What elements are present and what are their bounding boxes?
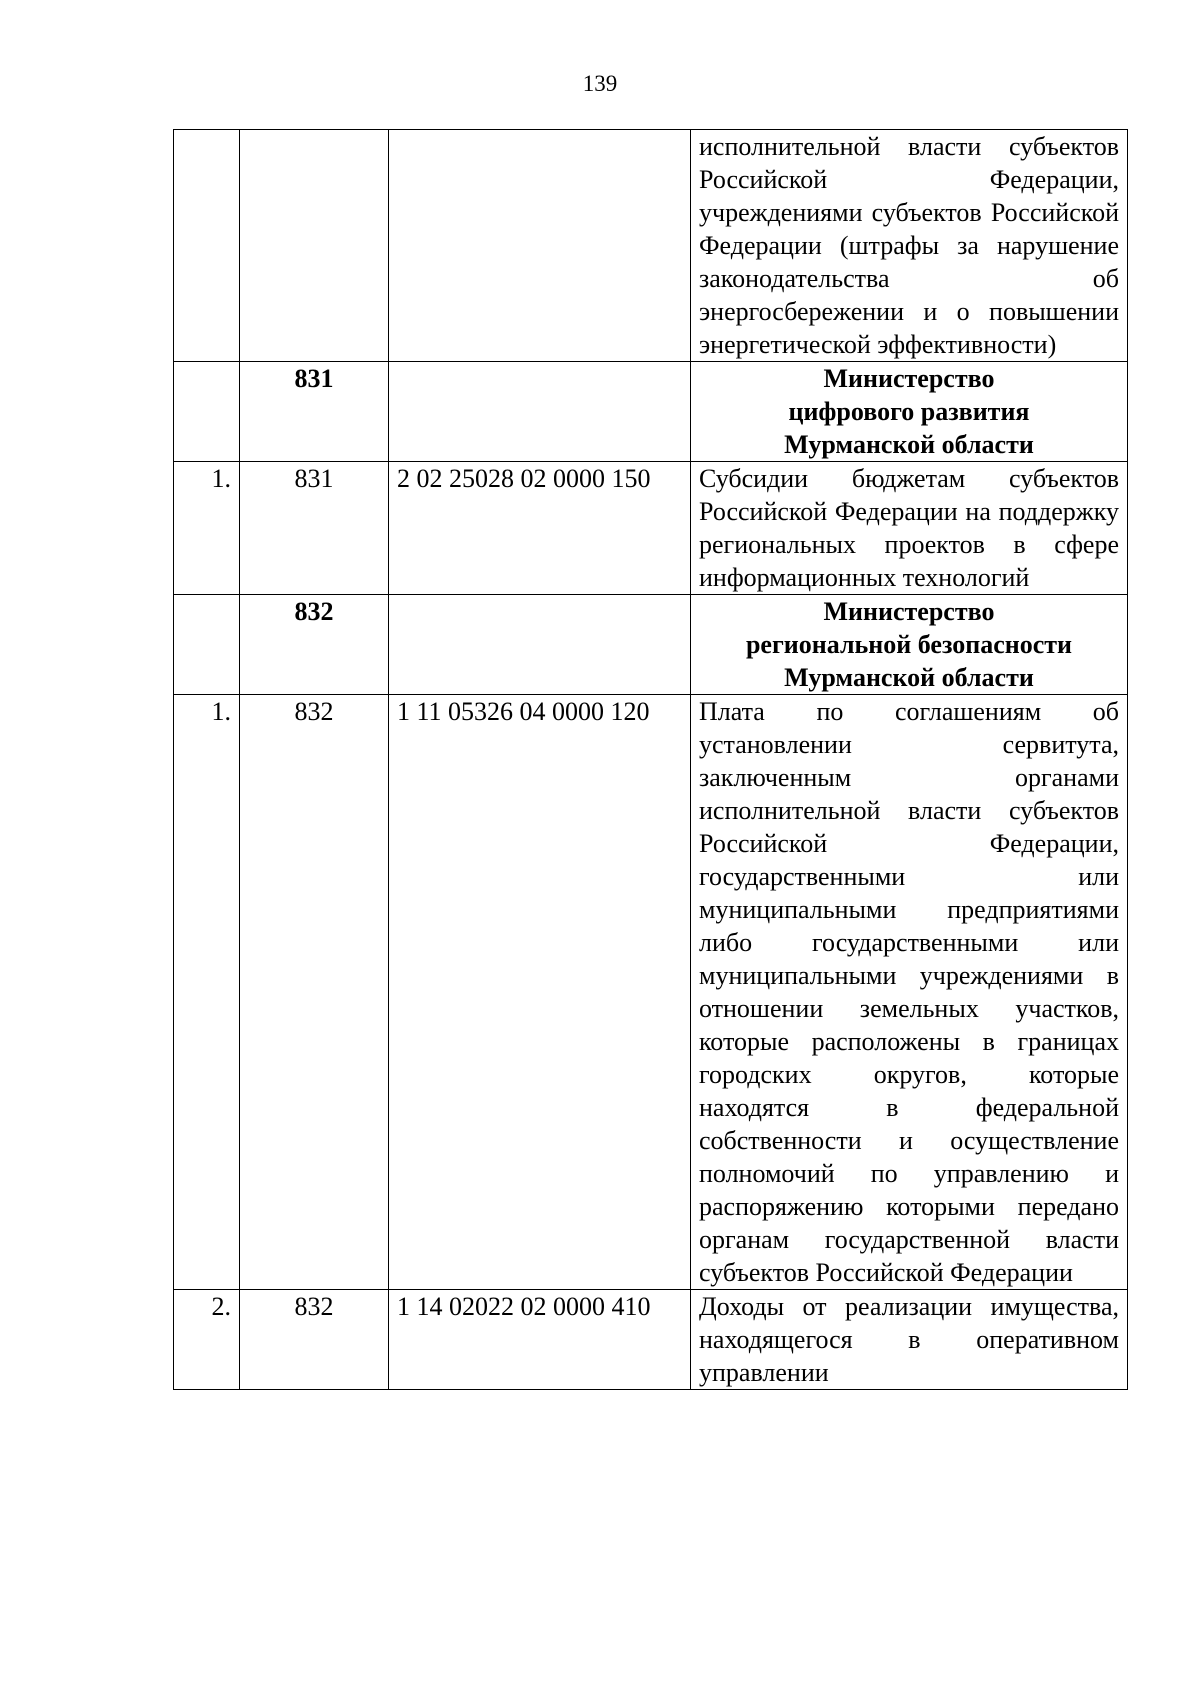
- revenue-code-cell: 2 02 25028 02 0000 150: [389, 462, 691, 595]
- admin-code-cell: [240, 130, 389, 362]
- admin-code-cell: 831: [240, 362, 389, 462]
- ministry-heading-line: цифрового развития: [788, 397, 1030, 426]
- ministry-heading-cell: [691, 362, 1128, 462]
- revenue-name-cell: исполнительной власти субъектов Российской Федерации, учреждениями субъектов Российской Федерации (штрафы за нарушение законодательства об энергосбережении и о повышении энергетической эффективности): [691, 130, 1128, 362]
- ministry-heading-line: Министерство: [823, 364, 995, 393]
- revenue-code-cell: 1 11 05326 04 0000 120: [389, 695, 691, 1290]
- row-number-cell: 2.: [174, 1290, 240, 1390]
- ministry-heading-line: региональной безопасности: [745, 630, 1073, 659]
- admin-code-cell: 832: [240, 595, 389, 695]
- admin-code-cell: 832: [240, 695, 389, 1290]
- row-number-cell: 1.: [174, 462, 240, 595]
- ministry-heading-line: Министерство: [823, 597, 995, 626]
- revenue-code-cell: 1 14 02022 02 0000 410: [389, 1290, 691, 1390]
- ministry-heading-line: Мурманской области: [784, 663, 1034, 692]
- table-row-heading: [174, 362, 1128, 462]
- row-number-cell: [174, 595, 240, 695]
- ministry-heading-line: Мурманской области: [784, 430, 1034, 459]
- revenue-code-cell: [389, 595, 691, 695]
- revenue-name-cell: Доходы от реализации имущества, находящегося в оперативном управлении: [691, 1290, 1128, 1390]
- table-row: [174, 462, 1128, 595]
- table-row-heading: [174, 595, 1128, 695]
- revenue-code-cell: [389, 130, 691, 362]
- table-row: [174, 1290, 1128, 1390]
- row-number-cell: 1.: [174, 695, 240, 1290]
- admin-code-cell: 831: [240, 462, 389, 595]
- ministry-heading-cell: [691, 595, 1128, 695]
- revenue-code-cell: [389, 362, 691, 462]
- page-number: 139: [582, 71, 618, 96]
- row-number-cell: [174, 362, 240, 462]
- table-row: [174, 695, 1128, 1290]
- row-number-cell: [174, 130, 240, 362]
- admin-code-cell: 832: [240, 1290, 389, 1390]
- revenue-codes-table: [173, 129, 1128, 1390]
- revenue-name-cell: Субсидии бюджетам субъектов Российской Федерации на поддержку региональных проектов в сфере информационных технологий: [691, 462, 1128, 595]
- table-row: [174, 130, 1128, 362]
- revenue-name-cell: Плата по соглашениям об установлении сервитута, заключенным органами исполнительной власти субъектов Российской Федерации, государственными или муниципальными предприятиями либо государственными или муниципальными учреждениями в отношении земельных участков, которые расположены в границах городских округов, которые находятся в федеральной собственности и осуществление полномочий по управлению и распоряжению которыми передано органам государственной власти субъектов Российской Федерации: [691, 695, 1128, 1290]
